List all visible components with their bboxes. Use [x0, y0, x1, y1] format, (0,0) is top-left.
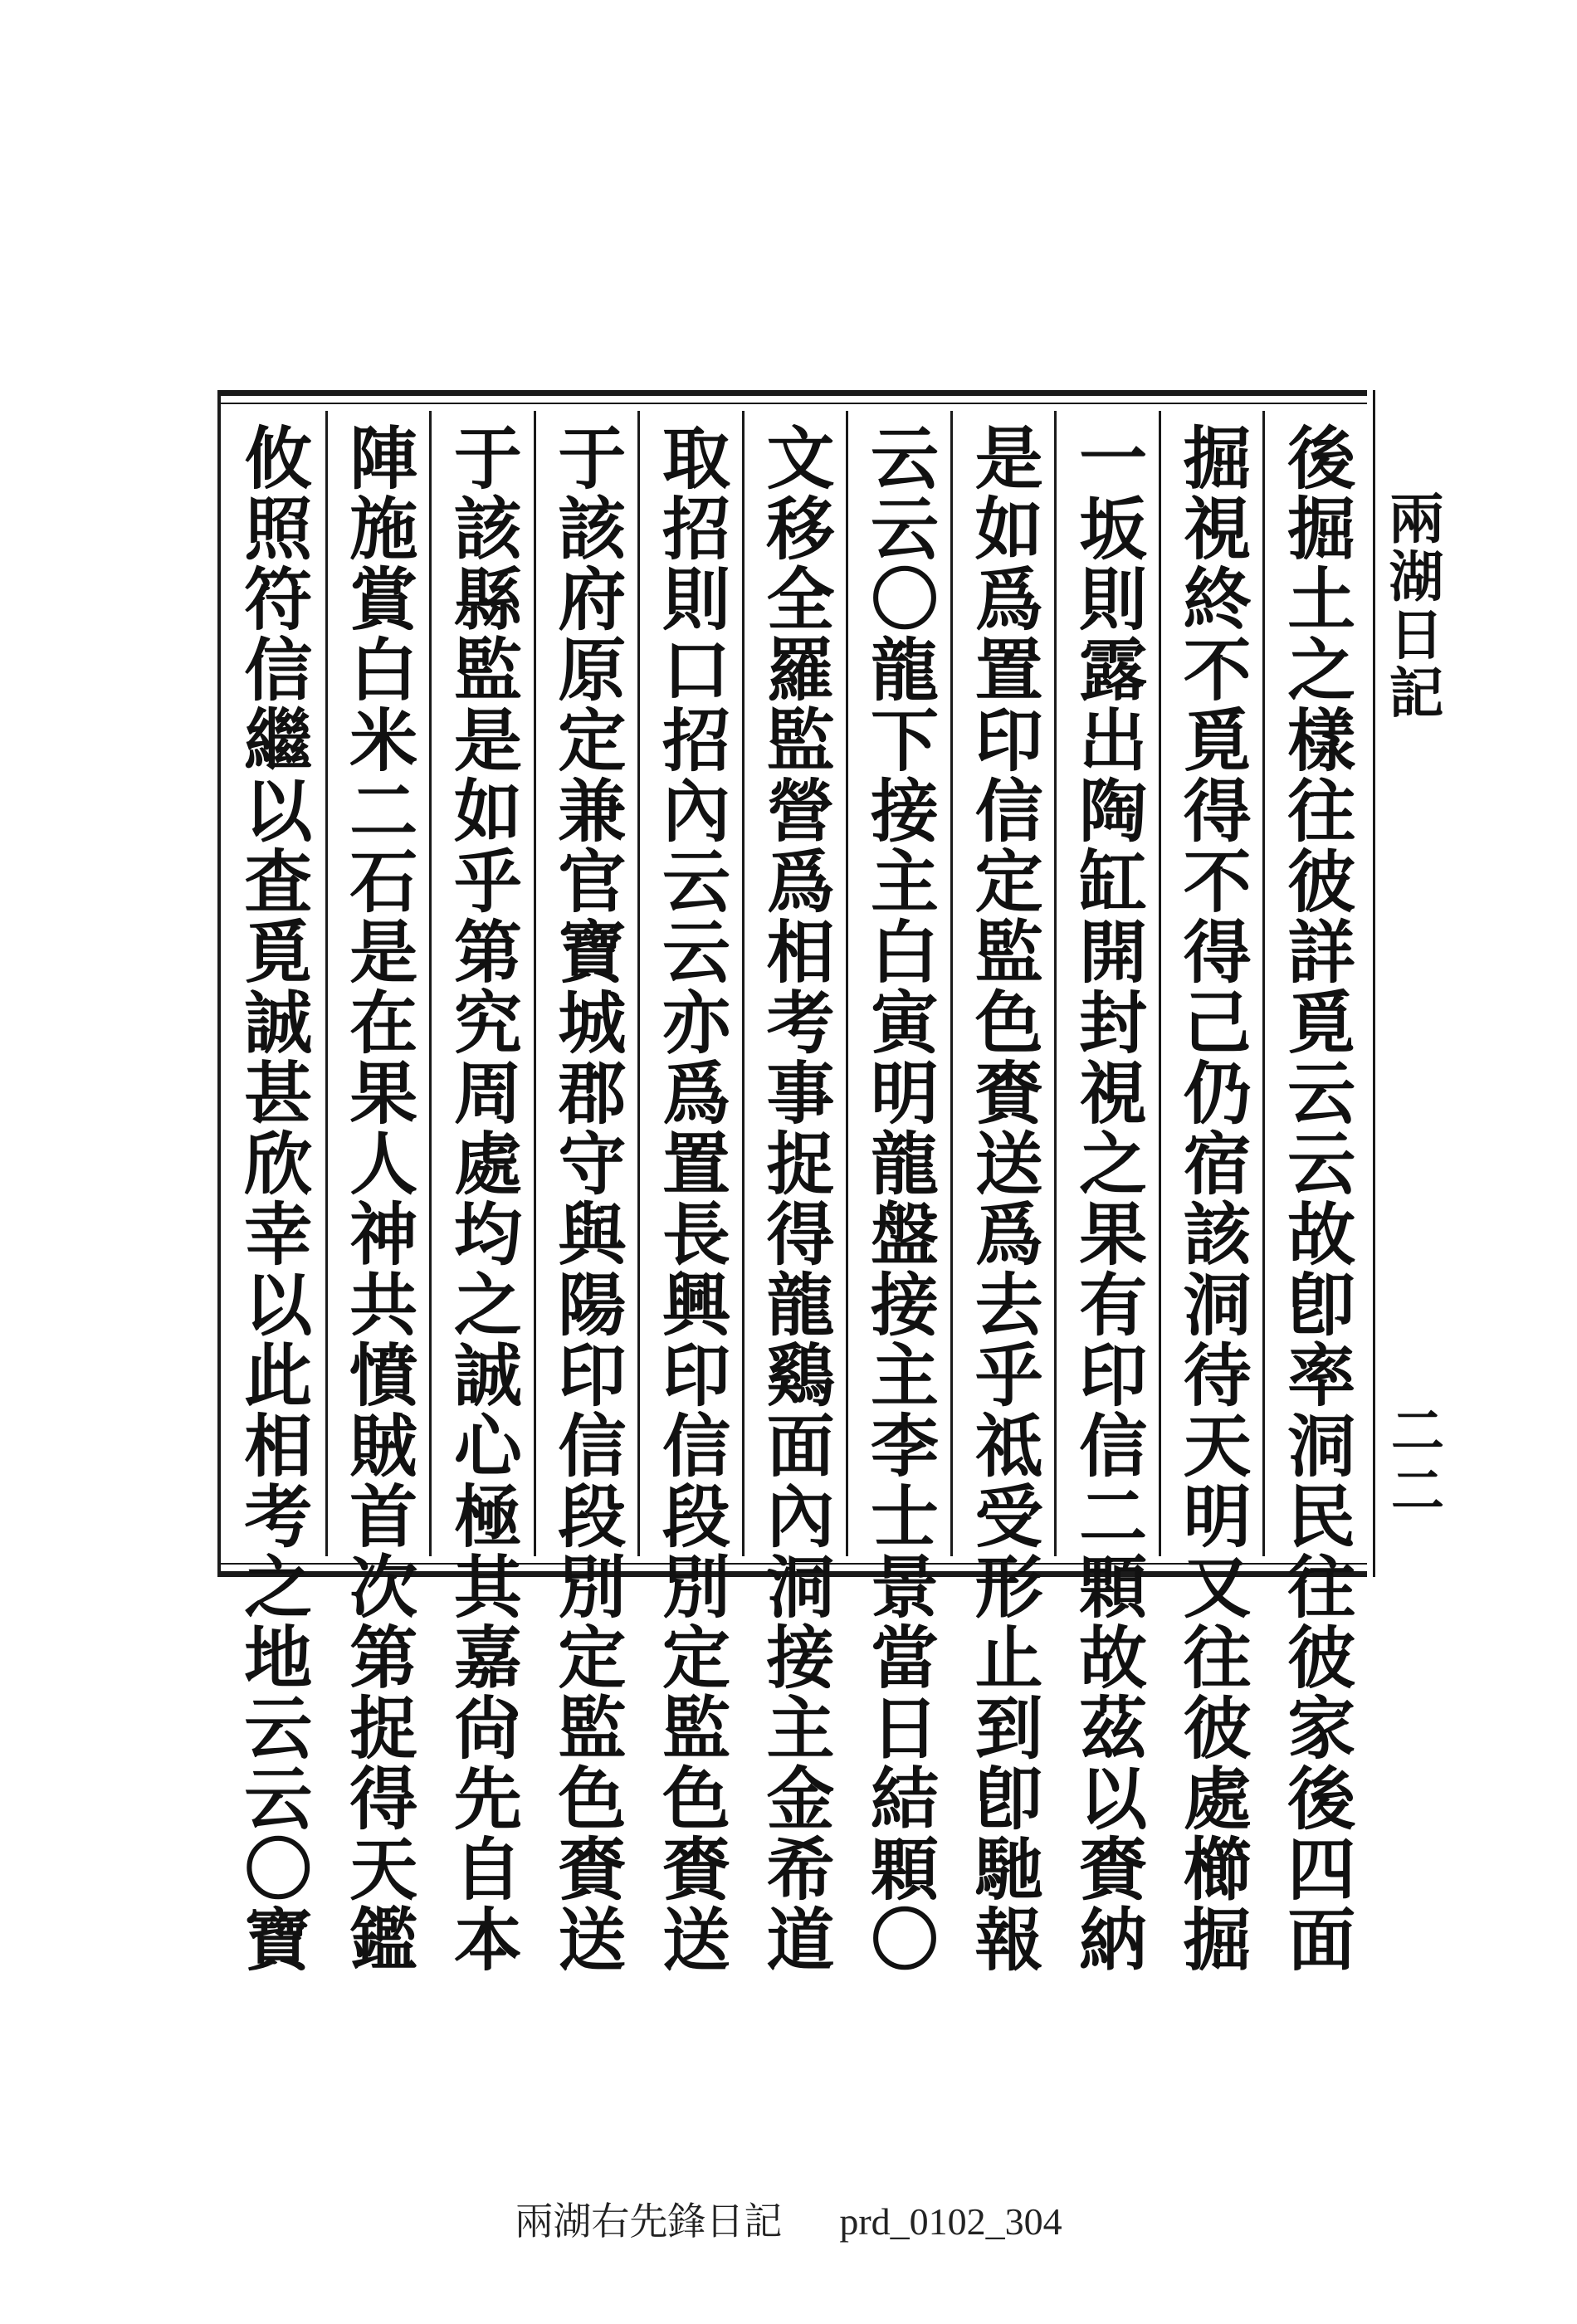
caption-title: 兩湖右先鋒日記	[515, 2200, 783, 2243]
margin-page-number: 二二	[1382, 1403, 1444, 1522]
column-text: 于該縣監是如乎第究周處均之誠心極其嘉尙先自本	[442, 422, 523, 1975]
text-column-5	[846, 411, 950, 1975]
margin-divider	[1373, 390, 1375, 1577]
column-text: 云云〇龍下接主白寅明龍盤接主李士景當日結顆〇	[859, 422, 940, 1975]
column-text: 掘視終不覓得不得己仍宿該洞待天明又往彼處櫛掘	[1172, 422, 1252, 1975]
column-text: 文移全羅監營爲相考事捉得龍鷄面內洞接主金希道	[754, 422, 835, 1975]
column-text: 陣施賞白米二石是在果人神共憤賊首次第捉得天鑑	[338, 422, 418, 1975]
text-column-1	[1262, 411, 1367, 1975]
column-text: 取招則口招內云云亦爲置長興印信段別定監色賚送	[651, 422, 731, 1975]
top-border-line	[221, 403, 1367, 404]
text-column-4	[950, 411, 1055, 1975]
text-column-2	[1159, 411, 1263, 1975]
page-frame	[217, 390, 1367, 1975]
text-column-7	[637, 411, 742, 1975]
text-column-9	[429, 411, 534, 1975]
column-text: 攸照符信繼以査覓誠甚欣幸以此相考之地云云〇寶	[232, 422, 313, 1975]
column-text: 後掘土之樣往彼詳覓云云故卽率洞民往彼家後四面	[1276, 422, 1356, 1975]
text-column-10	[325, 411, 430, 1975]
column-text: 是如爲置印信定監色賚送爲去乎祗受形止到卽馳報	[964, 422, 1044, 1975]
text-column-3	[1054, 411, 1159, 1975]
text-column-8	[534, 411, 638, 1975]
caption	[0, 2191, 1577, 2246]
text-column-6	[742, 411, 847, 1975]
margin-strip	[1370, 390, 1444, 1577]
margin-title: 兩湖日記	[1379, 490, 1444, 722]
column-text: 于該府原定兼官寶城郡守與陽印信段別定監色賚送	[546, 422, 627, 1975]
text-column-11	[221, 411, 325, 1975]
column-text: 一坂則露出陶缸開封視之果有印信二顆故茲以賚納	[1067, 422, 1148, 1975]
caption-id: prd_0102_304	[839, 2200, 1062, 2243]
text-columns	[221, 411, 1367, 1975]
